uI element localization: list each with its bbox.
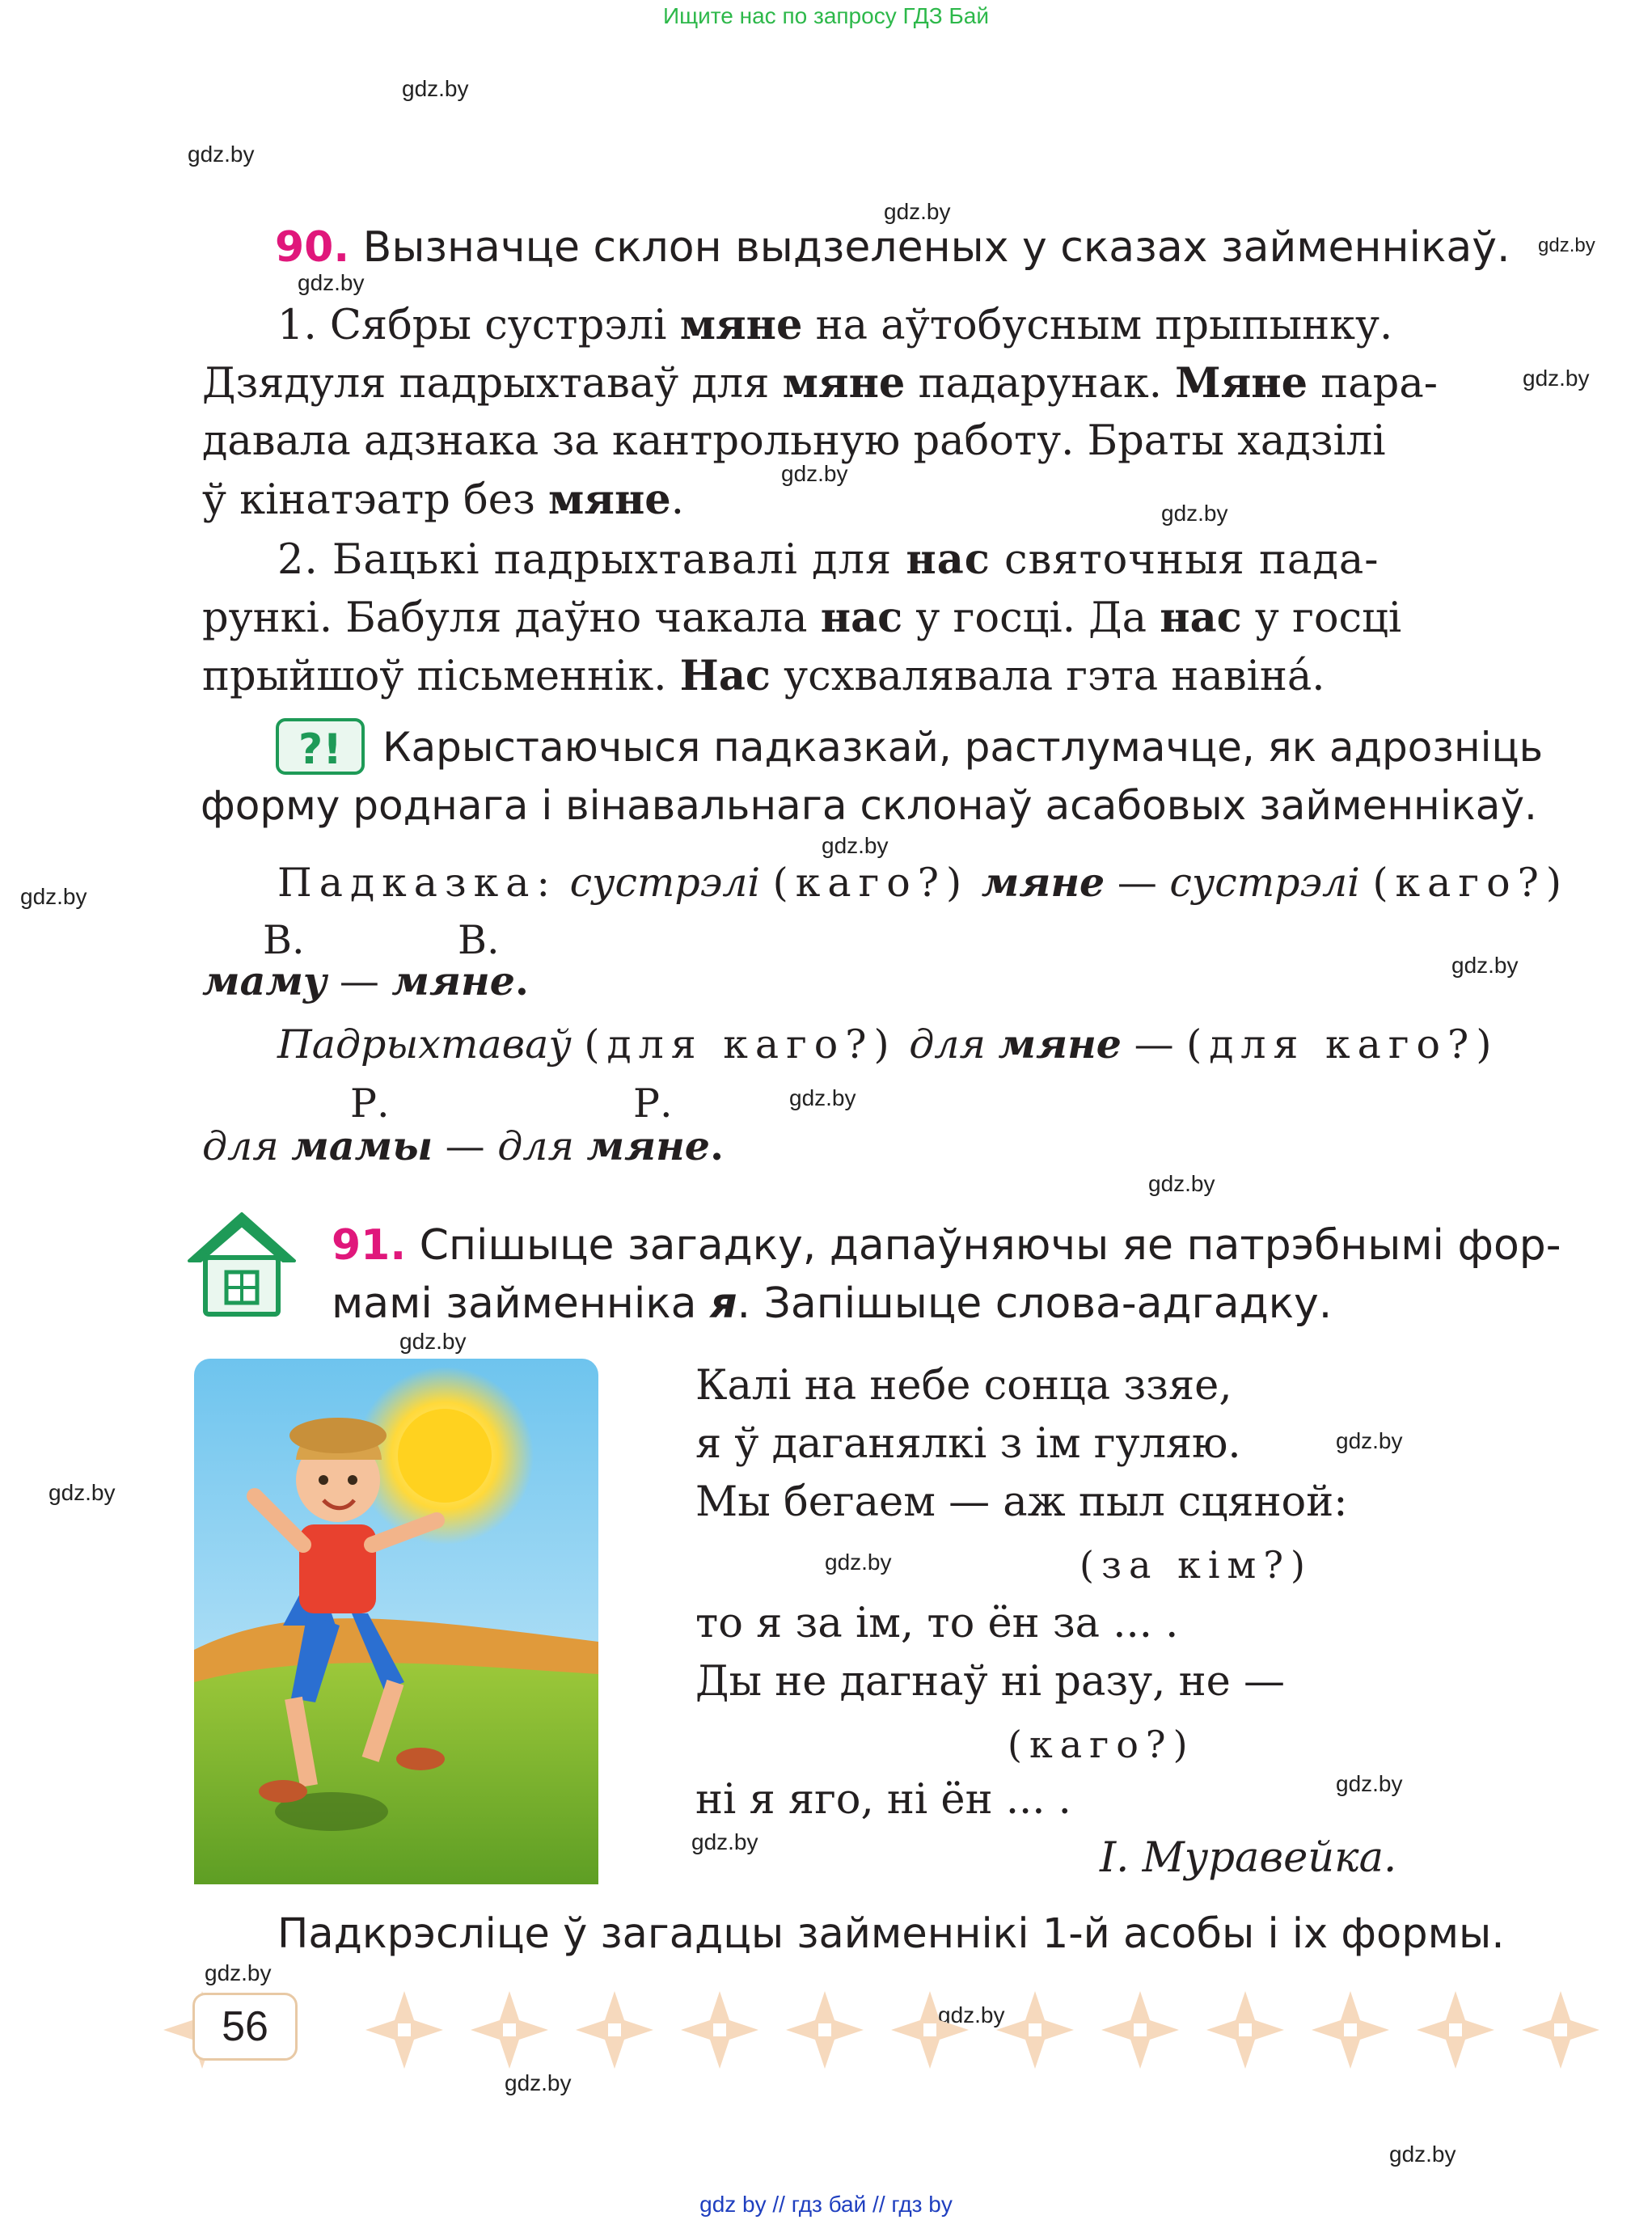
hint-label: Падказка:	[277, 860, 558, 906]
pronoun: я	[710, 1279, 737, 1328]
exercise-task: Вызначце склон выдзеленых у сказах займеннікаў.	[362, 223, 1510, 272]
watermark: gdz.by	[1538, 235, 1595, 256]
poem-question	[1008, 1723, 1195, 1766]
watermark: gdz.by	[20, 884, 87, 909]
poem-line: ні я яго, ні ён ... .	[695, 1776, 1071, 1824]
watermark: gdz.by	[402, 76, 469, 101]
exercise-number: 90.	[275, 223, 350, 272]
text: сустрэлі	[569, 860, 761, 906]
hint-line-1-end	[202, 958, 529, 1004]
dash: —	[1117, 860, 1157, 906]
text: .	[670, 476, 684, 524]
pronoun: мяне	[391, 958, 515, 1004]
text: . Запішыце слова-адгадку.	[737, 1279, 1333, 1328]
question-icon: ?!	[276, 718, 365, 775]
question-text: Карыстаючыся падказкай, растлумачце, як адрозніць	[382, 724, 1544, 771]
text-line	[202, 359, 1438, 408]
watermark: gdz.by	[1336, 1771, 1403, 1796]
text: на аўтобусным прыпынку.	[802, 302, 1393, 349]
hint-line-2-end	[202, 1123, 724, 1169]
hint-line-1	[277, 859, 1569, 906]
poem-question	[1080, 1543, 1312, 1587]
question: (для каго?)	[1186, 1021, 1499, 1068]
watermark: gdz.by	[188, 142, 255, 167]
watermark: gdz.by	[789, 1085, 856, 1110]
question: (для каго?)	[584, 1021, 897, 1068]
question: (каго?)	[772, 860, 970, 906]
watermark: gdz.by	[205, 1960, 272, 1985]
text: для	[497, 1123, 574, 1169]
text: Дзядуля падрыхтаваў для	[202, 360, 783, 408]
watermark: gdz.by	[1336, 1428, 1403, 1453]
watermark: gdz.by	[505, 2070, 572, 2095]
watermark: gdz.by	[938, 2002, 1005, 2027]
watermark: gdz.by	[1148, 1171, 1215, 1196]
highlighted-pronoun: мяне	[782, 359, 906, 408]
top-banner[interactable]: Ищите нас по запросу ГДЗ Бай	[662, 3, 990, 28]
text: у госці	[1241, 594, 1402, 642]
final-task: Падкрэсліце ў загадцы займеннікі 1-й асобы і іх формы.	[277, 1910, 1505, 1958]
footer-links[interactable]: gdz by // гдз бай // гдз by	[699, 2192, 953, 2217]
watermark: gdz.by	[825, 1550, 892, 1575]
text-line	[202, 476, 684, 524]
question: (за кім?)	[1080, 1543, 1312, 1587]
dash: —	[339, 958, 379, 1004]
exercise-90-title	[275, 218, 1510, 277]
watermark: gdz.by	[822, 833, 889, 858]
highlighted-pronoun: мяне	[547, 476, 671, 524]
text: для	[909, 1021, 986, 1068]
text: 2. Бацькі падрыхтавалі для	[277, 536, 906, 584]
text-line	[202, 594, 1401, 642]
text-line: давала адзнака за кантрольную работу. Браты хадзілі	[202, 417, 1386, 465]
text: прыйшоў пісьменнік.	[202, 653, 680, 700]
home-icon	[184, 1209, 299, 1321]
text: сустрэлі	[1169, 860, 1360, 906]
text: пара-	[1308, 360, 1438, 408]
highlighted-pronoun: Мяне	[1175, 359, 1308, 408]
text: усхвалявала гэта навіна́.	[770, 653, 1325, 700]
hint-line-2	[277, 1021, 1498, 1068]
watermark: gdz.by	[1523, 366, 1590, 391]
question: (каго?)	[1372, 860, 1569, 906]
highlighted-pronoun: мяне	[679, 301, 803, 349]
case-label: Р.	[633, 1080, 673, 1127]
question: (каго?)	[1008, 1723, 1195, 1766]
highlighted-pronoun: нас	[1160, 594, 1242, 642]
poem-line: Ды не дагнаў ні разу, не —	[695, 1658, 1285, 1706]
case-label: В.	[263, 917, 305, 963]
watermark: gdz.by	[298, 270, 365, 295]
illustration-boy-sun	[194, 1359, 598, 1884]
text: святочныя пада-	[990, 536, 1379, 584]
exercise-91-line-2	[332, 1275, 1332, 1333]
text-line	[202, 652, 1325, 700]
dash: —	[1134, 1021, 1174, 1068]
exercise-task: Спішыце загадку, дапаўняючы яе патрэбнымі фор-	[419, 1221, 1561, 1270]
highlighted-pronoun: Нас	[679, 652, 771, 700]
text: для	[202, 1123, 279, 1169]
text: Падрыхтаваў	[277, 1021, 572, 1068]
text: падарунак.	[905, 360, 1176, 408]
text: мамі займенніка	[332, 1279, 711, 1328]
watermark: gdz.by	[1451, 953, 1519, 978]
period: .	[514, 958, 529, 1004]
watermark: gdz.by	[1161, 501, 1228, 526]
period: .	[709, 1123, 725, 1169]
exercise-91-title	[332, 1216, 1561, 1275]
case-label: В.	[458, 917, 500, 963]
watermark: gdz.by	[1389, 2142, 1456, 2167]
ornament-band	[154, 1985, 1633, 2074]
text: 1. Сябры сустрэлі	[277, 302, 680, 349]
watermark: gdz.by	[399, 1329, 467, 1354]
pronoun: мяне	[981, 859, 1105, 906]
case-label: Р.	[350, 1080, 390, 1127]
page-number: 56	[192, 1993, 298, 2061]
watermark: gdz.by	[884, 199, 951, 224]
poem-line: Калі на небе сонца ззяе,	[695, 1362, 1232, 1410]
dash: —	[445, 1123, 485, 1169]
text: у госці. Да	[902, 594, 1160, 642]
noun: мамы	[291, 1123, 433, 1169]
watermark: gdz.by	[49, 1480, 116, 1505]
watermark: gdz.by	[691, 1829, 758, 1854]
pronoun: мяне	[586, 1123, 710, 1169]
poem-author: І. Муравейка.	[1100, 1834, 1397, 1882]
poem-line: то я за ім, то ён за ... .	[695, 1600, 1179, 1647]
pronoun: мяне	[998, 1021, 1122, 1068]
exercise-number: 91.	[332, 1221, 407, 1270]
text-line	[277, 301, 1392, 349]
noun: маму	[202, 958, 327, 1004]
text: рункі. Бабуля даўно чакала	[202, 594, 821, 642]
text: ў кінатэатр без	[202, 476, 548, 524]
highlighted-pronoun: нас	[820, 594, 903, 642]
poem-line: Мы бегаем — аж пыл сцяной:	[695, 1478, 1348, 1526]
watermark: gdz.by	[781, 461, 848, 486]
poem-line: я ў даганялкі з ім гуляю.	[695, 1420, 1241, 1468]
highlighted-pronoun: нас	[906, 535, 991, 584]
text-line	[277, 535, 1379, 584]
question-text: форму роднага і вінавальнага склонаў асабовых займеннікаў.	[201, 782, 1537, 829]
